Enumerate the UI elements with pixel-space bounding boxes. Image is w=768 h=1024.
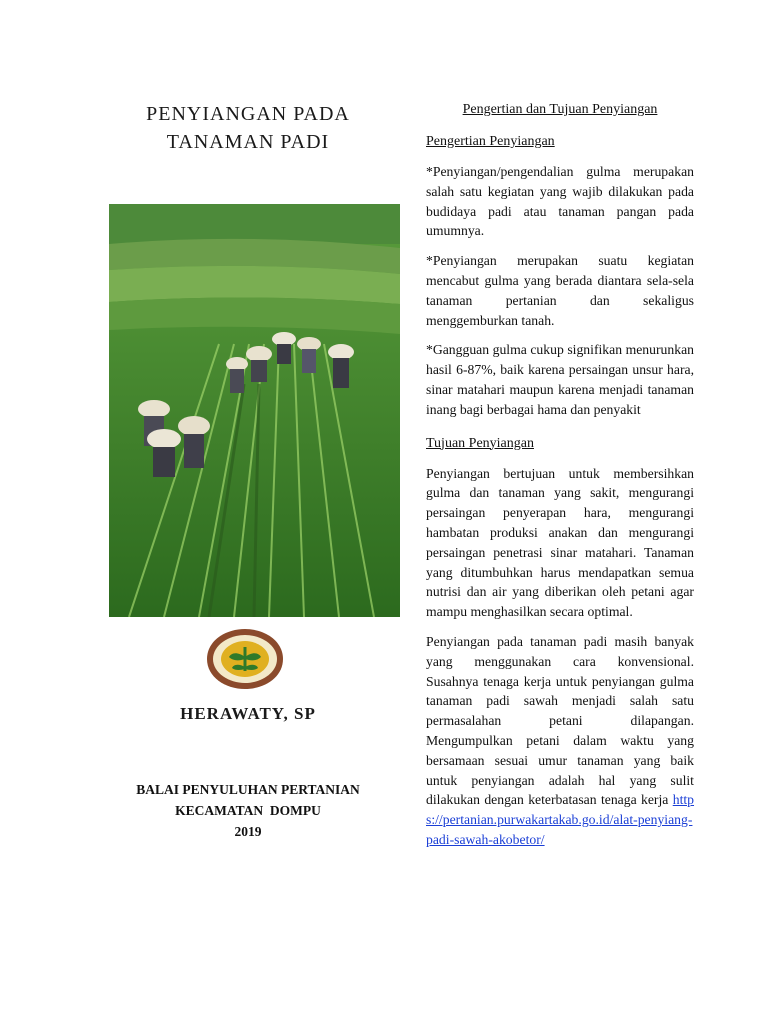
rice-field-photo (109, 204, 400, 617)
org-line2: KECAMATAN DOMPU (175, 803, 321, 818)
section1-heading: Pengertian Penyiangan (426, 134, 555, 149)
section1-paragraph: *Penyiangan/pengendalian gulma merupakan salah satu kegiatan yang wajib dilakukan pada budidaya padi atau tanaman pangan pada umumnya. (426, 164, 694, 239)
organization-block (100, 779, 396, 842)
cover-title-line2: TANAMAN PADI (166, 131, 330, 153)
org-line1: BALAI PENYULUHAN PERTANIAN (136, 782, 360, 797)
section1-paragraph: *Gangguan gulma cukup signifikan menurunkan hasil 6-87%, baik karena persaingan unsur hara, sinar matahari maupun karena menjadi tanaman inang bagi berbagai hama dan penyakit (426, 342, 694, 417)
section1-paragraph: *Penyiangan merupakan suatu kegiatan mencabut gulma yang berada diantara sela-sela tanaman pertanian dan sekaligus menggemburkan tanah. (426, 253, 694, 328)
cover-title (100, 100, 396, 156)
author-name: HERAWATY, SP (180, 704, 316, 723)
section2-paragraph-with-link (426, 632, 694, 850)
main-heading: Pengertian dan Tujuan Penyiangan (462, 102, 658, 117)
section2-paragraph: Penyiangan bertujuan untuk membersihkan gulma dan tanaman yang sakit, mengurangi persaingan penyerapan hara, mengurangi hambatan produksi anakan dan mengurangi persaingan penetrasi sinar matahari. Tanaman yang ditumbuhkan harus mendapatkan semua nutrisi dan air yang diberikan oleh petani agar mampu menghasilkan secara optimal. (426, 465, 694, 620)
org-year: 2019 (234, 824, 262, 839)
section2-paragraph-text: Penyiangan pada tanaman padi masih banyak yang menggunakan cara konvensional. Susahnya tenaga kerja untuk penyiangan gulma tanaman padi sawah menjadi salah satu permasalahan petani dilapangan. Mengumpulkan petani dalam waktu yang bersamaan sesuai umur tanaman yang baik untuk penyiangan adalah hal yang sulit dilakukan dengan keterbatasan tenaga kerja (426, 633, 694, 808)
section2-heading: Tujuan Penyiangan (426, 435, 534, 451)
ministry-emblem (205, 627, 285, 691)
cover-title-block (100, 100, 396, 156)
cover-title-line1: PENYIANGAN PADA (146, 103, 350, 125)
content-column (426, 102, 694, 850)
source-link[interactable]: https://pertanian.purwakartakab.go.id/alat-penyiang-padi-sawah-akobetor/ (426, 792, 695, 847)
